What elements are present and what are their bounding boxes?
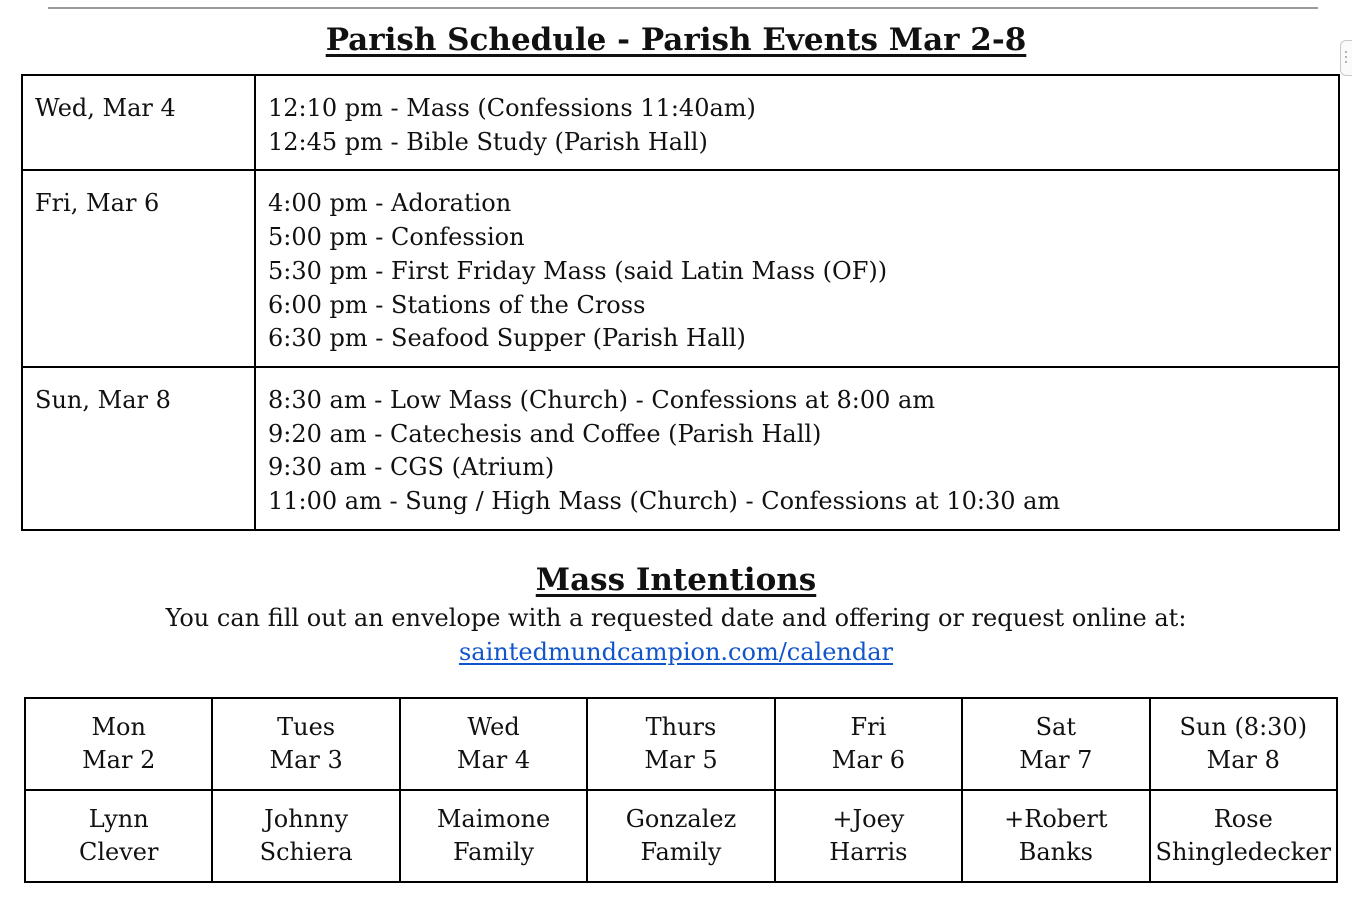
intention-name-line: Harris <box>829 838 908 866</box>
intention-name-cell <box>775 790 962 882</box>
schedule-day: Fri, Mar 6 <box>22 170 255 367</box>
intention-date: Mar 3 <box>269 746 343 774</box>
intention-date: Mar 6 <box>831 746 906 774</box>
schedule-event: 5:00 pm - Confession <box>268 223 525 252</box>
intention-day: Tues <box>277 713 336 741</box>
intention-name-cell <box>962 790 1149 882</box>
schedule-event: 11:00 am - Sung / High Mass (Church) - Confessions at 10:30 am <box>268 487 1061 516</box>
intention-name-line: Rose <box>1213 805 1273 833</box>
intention-name-line: Banks <box>1018 838 1093 866</box>
schedule-row <box>22 367 1339 530</box>
schedule-table <box>21 74 1340 531</box>
intention-day: Mon <box>91 713 146 741</box>
intention-name-cell <box>212 790 399 882</box>
schedule-event: 6:30 pm - Seafood Supper (Parish Hall) <box>268 324 746 353</box>
intentions-names-row <box>25 790 1337 882</box>
intention-name-line: Family <box>640 838 722 866</box>
intention-date: Mar 2 <box>82 746 156 774</box>
intention-name-line: Shingledecker <box>1155 838 1332 866</box>
intention-name-cell <box>587 790 774 882</box>
top-divider <box>48 7 1318 9</box>
schedule-event: 9:20 am - Catechesis and Coffee (Parish Hall) <box>268 419 822 448</box>
schedule-event: 5:30 pm - First Friday Mass (said Latin Mass (OF)) <box>268 256 888 285</box>
intention-name-line: Schiera <box>259 838 353 866</box>
intention-name-line: Family <box>453 838 535 866</box>
schedule-title: Parish Schedule - Parish Events Mar 2-8 <box>325 22 1027 58</box>
schedule-event: 9:30 am - CGS (Atrium) <box>268 453 555 482</box>
intention-day: Wed <box>467 713 520 741</box>
intention-name-line: +Robert <box>1004 805 1108 833</box>
schedule-event: 6:00 pm - Stations of the Cross <box>268 290 646 319</box>
intention-name-line: Maimone <box>436 805 551 833</box>
schedule-row <box>22 170 1339 367</box>
intention-name-line: Gonzalez <box>625 805 737 833</box>
intention-day-cell <box>400 698 587 790</box>
schedule-event: 12:10 pm - Mass (Confessions 11:40am) <box>268 94 756 122</box>
intention-date: Mar 7 <box>1019 746 1093 774</box>
schedule-events <box>255 367 1339 530</box>
intention-day-cell <box>587 698 774 790</box>
intentions-table <box>24 697 1338 883</box>
intention-day-cell <box>1150 698 1337 790</box>
intention-name-cell <box>25 790 212 882</box>
intention-date: Mar 8 <box>1206 746 1280 774</box>
schedule-events <box>255 170 1339 367</box>
intention-name-line: Lynn <box>88 805 149 833</box>
intention-day: Sat <box>1035 713 1077 741</box>
schedule-event: 4:00 pm - Adoration <box>268 189 512 218</box>
intentions-title: Mass Intentions <box>535 562 817 598</box>
schedule-event: 8:30 am - Low Mass (Church) - Confessions at 8:00 am <box>268 385 936 414</box>
intention-day: Fri <box>850 713 887 741</box>
calendar-link[interactable]: saintedmundcampion.com/calendar <box>458 638 894 666</box>
intention-day-cell <box>212 698 399 790</box>
intention-day: Sun (8:30) <box>1179 713 1308 741</box>
intention-name-line: +Joey <box>832 805 905 833</box>
intentions-header-row <box>25 698 1337 790</box>
intention-name-cell <box>400 790 587 882</box>
intention-name-line: Clever <box>78 838 159 866</box>
intention-day-cell <box>25 698 212 790</box>
intention-day-cell <box>775 698 962 790</box>
intention-day-cell <box>962 698 1149 790</box>
schedule-day: Wed, Mar 4 <box>22 75 255 170</box>
intention-date: Mar 4 <box>456 746 531 774</box>
schedule-event: 12:45 pm - Bible Study (Parish Hall) <box>268 127 708 156</box>
schedule-events <box>255 75 1339 170</box>
schedule-day: Sun, Mar 8 <box>22 367 255 530</box>
intentions-intro-block <box>0 601 1352 669</box>
intention-name-line: Johnny <box>264 805 349 833</box>
intentions-intro: You can fill out an envelope with a requested date and offering or request online at: <box>165 604 1187 632</box>
intention-name-cell <box>1150 790 1337 882</box>
intention-day: Thurs <box>645 713 717 741</box>
schedule-row <box>22 75 1339 170</box>
intention-date: Mar 5 <box>644 746 718 774</box>
